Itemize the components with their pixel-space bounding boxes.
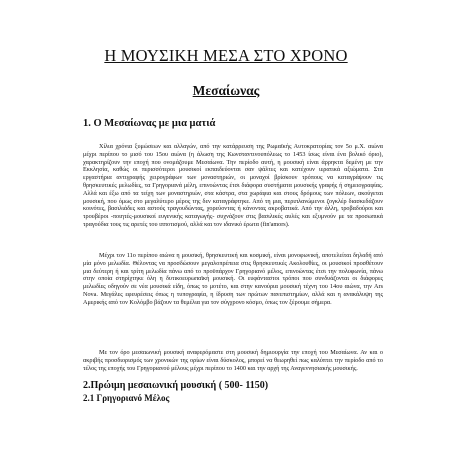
page-title: Η ΜΟΥΣΙΚΗ ΜΕΣΑ ΣΤΟ ΧΡΟΝΟ <box>104 46 348 65</box>
paragraph-1: Χίλια χρόνια ξυμώσεων και αλλαγών, από την κατάρρευση της Ρωμαϊκής Αυτοκρατορίας τον 5ο μ.Χ. αιώνα μέχρι περίπου το μισό του 15ου αιώνα (η άλωση της Κωνσταντινουπόλεως το 1453 ίσως είναι ένα βολικό όριο), χαρακτηρίζουν την εποχή που ονομάζουμε Μεσαίωνα. Την περίοδο αυτή, η μουσική είναι άρρηκτα δεμένη με την Εκκλησία, καθώς οι περισσότεροι μουσικοί εκπαιδεύονται σαν ψάλτες και κατέχουν ιερατικά αξιώματα. Στα εργαστήρια αντιγραφής χειρογράφων των μοναστηριών, οι μοναχοί βρίσκουν τρόπους να καταγράψουν τις θρησκευτικές μελωδίες, τα Γρηγοριανά μέλη, επινοώντας έτσι διάφορα συστήματα μουσικής γραφής ή σημειογραφίας. Αλλά και έξω από τα τείχη των μοναστηριών, στα κάστρα, στα χωράφια και στους δρόμους των πόλεων, ακούγεται μουσική, που όμως στο μεγαλύτερο μέρος της δεν καταγράφτηκε. Από τη μια, περιπλανώμενοι ζογκλέρ διασκεδάζουν κοινότες, βασιλιάδες και αστούς τραγουδώντας, χορεύοντας ή κάνοντας ακροβατικά. Από την άλλη, τροβαδούροι και τρουβέροι -ποιητές-μουσικοί ευγενικής καταγωγής- συχνάζουν στις βασιλικές αυλές και εξυμνούν με τα προσωπικά τραγούδια τους τις αρετές του ιπποτισμού, αλλά και τον ιδανικό έρωτα (fin'amors). <box>83 143 383 228</box>
section-heading-2: 2.Πρώιμη μεσαιωνική μουσική ( 500- 1150) <box>83 380 269 391</box>
paragraph-3: Με τον όρο μεσαιωνική μουσική αναφερόμαστε στη μουσική δημιουργία την εποχή του Μεσαίωνα. Αν και ο ακριβής προσδιορισμός των χρονικών της ορίων είναι δύσκολος, μπορεί να θεωρηθεί πως καλύπτει την περίοδο από το τέλος της εποχής του Γρηγοριανού μέλους μέχρι περίπου το 1400 και την αρχή της Αναγεννησιακής μουσικής. <box>83 349 383 372</box>
section-heading-1: 1. Ο Μεσαίωνας με μια ματιά <box>83 118 216 129</box>
subsection-heading: 2.1 Γρηγοριανό Μέλος <box>83 393 170 403</box>
page-subtitle: Μεσαίωνας <box>192 83 260 98</box>
paragraph-2: Μέχρι τον 11ο περίπου αιώνα η μουσική, θρησκευτική και κοσμική, είναι μονοφωνική, αποτελείται δηλαδή από μία μόνο μελωδία. Θέλοντας να προσδώσουν μεγαλοπρέπεια στις θρησκευτικές Ακολουθίες, οι μουσικοί προσθέτουν μια δεύτερη ή και τρίτη μελωδία πάνω από το προϋπάρχον Γρηγοριανό μέλος, επινοώντας έτσι την πολυφωνία, πάνω στην οποία στηρίχτηκε όλη η δυτικοευρωπαϊκή μουσική. Οι ευφάνταστοι τρόποι που συνδυάζονται οι διάφορες μελωδίες οδηγούν σε νέα μουσικά είδη, όπως το μοτέτο, και στην κανούρια μουσική τέχνη του 14ου αιώνα, την Ars Nova. Μεγάλες εφευρέσεις όπως η τυπογραφία, η ίδρυση των πρώτων πανεπιστημίων, αλλά και η ανακάλυψη της Αμερικής από τον Κολόμβο βάζουν τα θεμέλια για τον σύγχρονο κόσμο, όπως τον ξέρουμε σήμερα. <box>83 252 383 306</box>
